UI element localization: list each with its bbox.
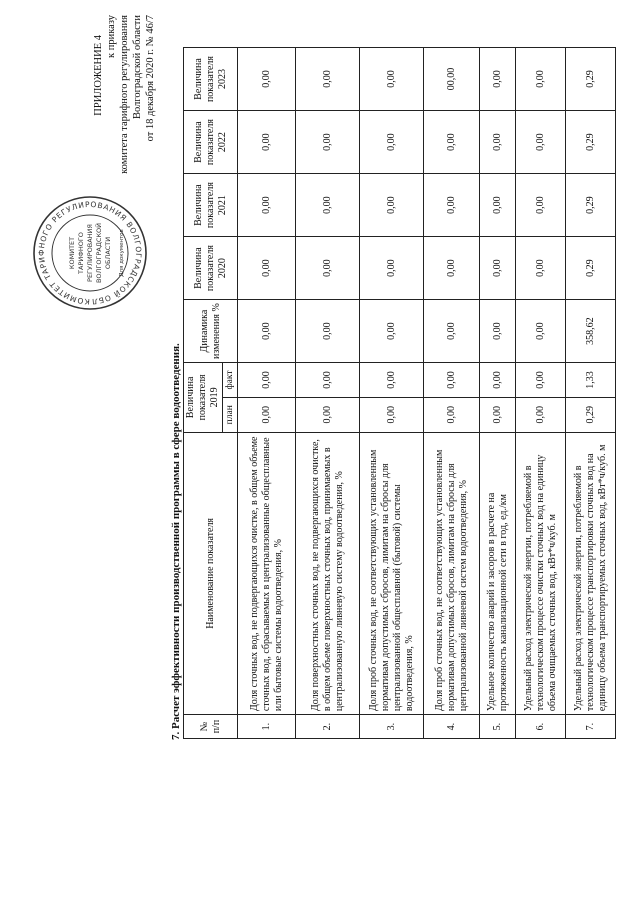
- table-row: [516, 48, 566, 739]
- col-2022: Величина показателя 2022: [184, 111, 238, 174]
- row-2022: 0,00: [424, 111, 480, 174]
- row-plan: 0,00: [480, 397, 516, 432]
- row-2020: 0,00: [480, 237, 516, 300]
- col-2020: Величина показателя 2020: [184, 237, 238, 300]
- header-line: Волгоградской области: [132, 15, 143, 120]
- row-2023: 0,00: [238, 48, 296, 111]
- header-line: от 18 декабря 2020 г. № 46/7: [145, 15, 156, 142]
- row-plan: 0,00: [424, 397, 480, 432]
- row-plan: 0,00: [360, 397, 424, 432]
- svg-text:ТАРИФНОГО: ТАРИФНОГО: [77, 232, 85, 274]
- col-2019: Величина показателя 2019: [184, 363, 223, 433]
- row-2021: 0,00: [360, 174, 424, 237]
- row-2023: 0,00: [516, 48, 566, 111]
- header-line: комитета тарифного регулирования: [119, 15, 130, 174]
- row-num: 6.: [516, 715, 566, 739]
- row-2022: 0,00: [238, 111, 296, 174]
- col-fact: факт: [223, 363, 238, 398]
- row-2021: 0,00: [296, 174, 360, 237]
- row-2020: 0,00: [360, 237, 424, 300]
- table-row: [238, 48, 296, 739]
- row-2021: 0,00: [480, 174, 516, 237]
- row-fact: 0,00: [480, 363, 516, 398]
- row-name: Удельный расход электрической энергии, потребляемой в технологическом процессе транспортировки сточных вод на единицу объема транспортируемых сточных вод, кВт*ч/куб. м: [566, 432, 616, 714]
- table-row: [566, 48, 616, 739]
- row-2020: 0,00: [516, 237, 566, 300]
- table-row: [360, 48, 424, 739]
- row-dynamics: 0,00: [480, 300, 516, 363]
- table-row: [424, 48, 480, 739]
- row-plan: 0,29: [566, 397, 616, 432]
- row-2021: 0,00: [516, 174, 566, 237]
- svg-text:РЕГУЛИРОВАНИЯ: РЕГУЛИРОВАНИЯ: [86, 224, 94, 282]
- row-dynamics: 0,00: [424, 300, 480, 363]
- row-num: 5.: [480, 715, 516, 739]
- svg-text:КОМИТЕТ ТАРИФНОГО РЕГУЛИРОВАНИ: КОМИТЕТ ТАРИФНОГО РЕГУЛИРОВАНИЯ ВОЛГОГРАДСКОЙ ОБЛ: [36, 199, 144, 307]
- table-row: [296, 48, 360, 739]
- row-2022: 0,00: [296, 111, 360, 174]
- col-num: № п/п: [184, 715, 238, 739]
- svg-text:Для документов: Для документов: [119, 229, 125, 277]
- row-name: Удельное количество аварий и засоров в расчете на протяженность канализационной сети в год, ед./км: [480, 432, 516, 714]
- svg-text:КОМИТЕТ: КОМИТЕТ: [68, 236, 76, 270]
- row-2020: 0,00: [296, 237, 360, 300]
- row-2023: 0,29: [566, 48, 616, 111]
- row-2022: 0,00: [516, 111, 566, 174]
- table-row: [480, 48, 516, 739]
- row-2021: 0,00: [238, 174, 296, 237]
- row-name: Доля поверхностных сточных вод, не подвергающихся очистке, в общем объеме поверхностных сточных вод, принимаемых в централизованную ливневую систему водоотведения, %: [296, 432, 360, 714]
- row-2023: 0,00: [360, 48, 424, 111]
- row-2022: 0,00: [360, 111, 424, 174]
- row-2020: 0,00: [424, 237, 480, 300]
- row-fact: 0,00: [296, 363, 360, 398]
- row-2023: 0,00: [480, 48, 516, 111]
- section-title: 7. Расчет эффективности производственной программы в сфере водоотведения.: [170, 343, 182, 740]
- row-2022: 0,00: [480, 111, 516, 174]
- row-2022: 0,29: [566, 111, 616, 174]
- row-2020: 0,00: [238, 237, 296, 300]
- official-seal: [30, 193, 150, 313]
- row-fact: 1,33: [566, 363, 616, 398]
- row-num: 4.: [424, 715, 480, 739]
- header-line: к приказу: [106, 15, 117, 58]
- row-2023: 0,00: [296, 48, 360, 111]
- svg-text:ВОЛГОГРАДСКОЙ: ВОЛГОГРАДСКОЙ: [95, 222, 103, 284]
- row-name: Удельный расход электрической энергии, потребляемой в технологическом процессе очистки сточных вод на единицу объема очищаемых сточных вод, кВт*ч/куб. м: [516, 432, 566, 714]
- row-name: Доля проб сточных вод, не соответствующих установленным нормативам допустимых сбросов, лимитам на сбросы для централизованной ливневой систем водоотведения, %: [424, 432, 480, 714]
- row-dynamics: 0,00: [360, 300, 424, 363]
- row-fact: 0,00: [424, 363, 480, 398]
- row-num: 2.: [296, 715, 360, 739]
- row-dynamics: 0,00: [516, 300, 566, 363]
- efficiency-table: [183, 47, 616, 739]
- row-2021: 0,29: [566, 174, 616, 237]
- row-fact: 0,00: [360, 363, 424, 398]
- row-dynamics: 358,62: [566, 300, 616, 363]
- row-2020: 0,29: [566, 237, 616, 300]
- row-num: 7.: [566, 715, 616, 739]
- col-name: Наименование показателя: [184, 432, 238, 714]
- row-2021: 0,00: [424, 174, 480, 237]
- row-plan: 0,00: [296, 397, 360, 432]
- row-dynamics: 0,00: [238, 300, 296, 363]
- row-name: Доля сточных вод, не подвергающихся очистке, в общем объеме сточных вод, сбрасываемых в централизованные общесплавные или бытовые системы водоотведения, %: [238, 432, 296, 714]
- col-2023: Величина показателя 2023: [184, 48, 238, 111]
- row-num: 1.: [238, 715, 296, 739]
- svg-text:ОБЛАСТИ: ОБЛАСТИ: [104, 236, 112, 270]
- appendix-header: [92, 15, 157, 185]
- row-plan: 0,00: [516, 397, 566, 432]
- col-plan: план: [223, 397, 238, 432]
- header-line: ПРИЛОЖЕНИЕ 4: [93, 35, 104, 116]
- col-2021: Величина показателя 2021: [184, 174, 238, 237]
- row-fact: 0,00: [516, 363, 566, 398]
- col-dynamics: Динамика изменения %: [184, 300, 238, 363]
- row-fact: 0,00: [238, 363, 296, 398]
- row-2023: 00,00: [424, 48, 480, 111]
- row-num: 3.: [360, 715, 424, 739]
- row-plan: 0,00: [238, 397, 296, 432]
- row-name: Доля проб сточных вод, не соответствующих установленным нормативам допустимых сбросов, лимитам на сбросы для централизованной общесплавной (бытовой) системы водоотведения, %: [360, 432, 424, 714]
- row-dynamics: 0,00: [296, 300, 360, 363]
